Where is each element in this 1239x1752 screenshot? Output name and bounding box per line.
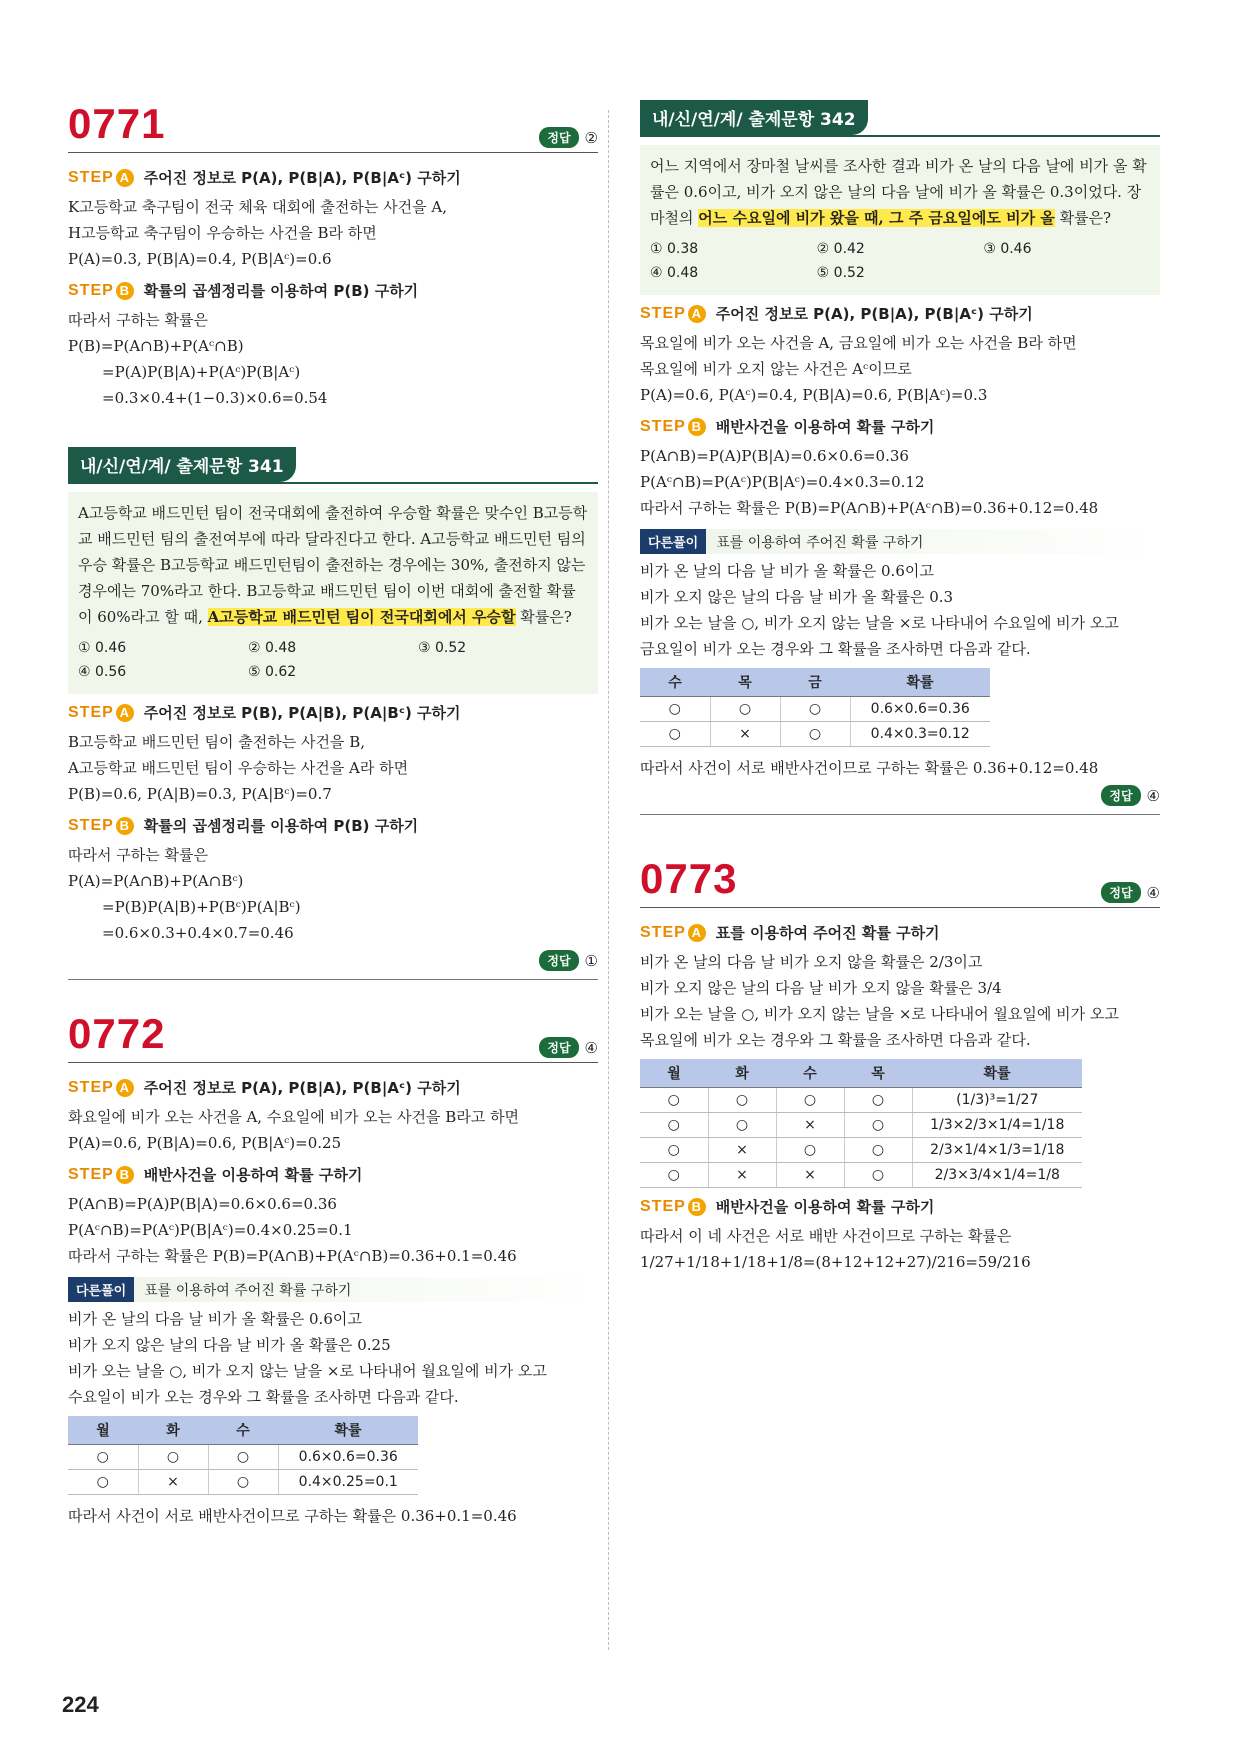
text-line: 화요일에 비가 오는 사건을 A, 수요일에 비가 오는 사건을 B라고 하면 [68, 1108, 520, 1126]
answer-value: ④ [1146, 786, 1160, 805]
text-line: 따라서 구하는 확률은 [68, 846, 208, 864]
answer: 정답 ④ [539, 1037, 598, 1058]
text-line: =P(A)P(B|A)+P(Aᶜ)P(B|Aᶜ) [102, 363, 301, 381]
table-row: ○ ○ ○ ○ (1/3)³=1/27 [640, 1088, 1082, 1113]
text-line: B고등학교 배드민턴 팀이 출전하는 사건을 B, [68, 733, 365, 751]
probability-table: 월 화 수 목 확률 ○ ○ ○ ○ (1/3)³=1/27 ○ ○ × ○ 1/3×2/3×1/4=1/18 ○ × ○ ○ 2/3×1/4×1/3=1/18 ○ × × ○ 2/3×3/4×1/4=1/8 [640, 1059, 1082, 1188]
text-line: 수요일이 비가 오는 경우와 그 확률을 조사하면 다음과 같다. [68, 1388, 459, 1406]
naeshin-label: 내/신/연/계/ 출제문항 342 [640, 100, 868, 135]
question-text: A고등학교 배드민턴 팀이 전국대회에 출전하여 우승할 확률은 맞수인 B고등학교 배드민턴 팀의 출전여부에 따라 달라진다고 한다. A고등학교 배드민턴 팀의 우승 확률은 B고등학교 배드민턴팀이 출전하는 경우에는 30%, 출전하지 않는 경우에는 70%라고 한다. B고등학교 배드민턴 팀이 이번 대회에 출전할 확률이 60%라고 할 때, A고등학교 배드민턴 팀이 전국대회에서 우승할 확률은? [78, 504, 588, 626]
answer: 정답 ④ [1101, 785, 1160, 806]
text-line: 목요일에 비가 오는 경우와 그 확률을 조사하면 다음과 같다. [640, 1031, 1031, 1049]
alt-badge: 다른풀이 [68, 1277, 134, 1302]
text-line: 비가 오는 날을 ○, 비가 오지 않는 날을 ×로 나타내어 월요일에 비가 오고 [68, 1362, 547, 1380]
table-row: ○ × ○ 0.4×0.3=0.12 [640, 722, 990, 747]
step-title: 표를 이용하여 주어진 확률 구하기 [715, 924, 940, 942]
table-row: ○ ○ ○ 0.6×0.6=0.36 [68, 1445, 418, 1470]
problem-number: 0773 [640, 855, 738, 902]
problem-0773 [640, 855, 1160, 1275]
problem-header [68, 100, 598, 153]
choice: ① 0.38 [650, 241, 699, 257]
choices [650, 237, 1150, 285]
text-line: =0.6×0.3+0.4×0.7=0.46 [102, 924, 294, 942]
text-line: 비가 온 날의 다음 날 비가 오지 않을 확률은 2/3이고 [640, 953, 983, 971]
answer-value: ④ [584, 1038, 598, 1057]
text-line: =0.3×0.4+(1−0.3)×0.6=0.54 [102, 389, 328, 407]
text-line: P(A∩B)=P(A)P(B|A)=0.6×0.6=0.36 [68, 1195, 337, 1213]
problem-0771 [68, 100, 598, 411]
choice: ① 0.46 [78, 640, 127, 656]
text-line: 비가 온 날의 다음 날 비가 올 확률은 0.6이고 [640, 562, 934, 580]
text-line: 따라서 이 네 사건은 서로 배반 사건이므로 구하는 확률은 [640, 1227, 1012, 1245]
step-title: 확률의 곱셈정리를 이용하여 P(B) 구하기 [143, 282, 419, 300]
problem-number: 0772 [68, 1010, 166, 1057]
choice: ② 0.48 [248, 640, 297, 656]
problem-0772 [68, 1010, 598, 1529]
choice: ② 0.42 [816, 241, 865, 257]
choice: ④ 0.56 [78, 664, 127, 680]
text-line: P(A)=P(A∩B)+P(A∩Bᶜ) [68, 872, 244, 890]
answer [539, 127, 598, 148]
text-line: 비가 오는 날을 ○, 비가 오지 않는 날을 ×로 나타내어 수요일에 비가 오고 [640, 614, 1119, 632]
conclusion: 따라서 사건이 서로 배반사건이므로 구하는 확률은 0.36+0.1=0.46 [68, 1507, 517, 1525]
step-a: STEP A 표를 이용하여 주어진 확률 구하기 [640, 923, 940, 942]
choice: ③ 0.46 [983, 241, 1032, 257]
answer-value: ② [584, 128, 598, 147]
alt-title: 표를 이용하여 주어진 확률 구하기 [144, 1282, 352, 1299]
choice: ④ 0.48 [650, 265, 699, 281]
text-line: 1/27+1/18+1/18+1/8=(8+12+12+27)/216=59/216 [640, 1253, 1031, 1271]
alt-solution [68, 1277, 598, 1302]
problem-number: 0771 [68, 100, 166, 147]
alt-title: 표를 이용하여 주어진 확률 구하기 [716, 534, 924, 551]
step-title: 배반사건을 이용하여 확률 구하기 [715, 1198, 935, 1216]
question-highlight: 어느 수요일에 비가 왔을 때, 그 주 금요일에도 비가 올 [698, 209, 1055, 227]
page-number: 224 [62, 1692, 99, 1717]
answer-value: ④ [1146, 883, 1160, 902]
text-line: 금요일이 비가 오는 경우와 그 확률을 조사하면 다음과 같다. [640, 640, 1031, 658]
text-line: P(A)=0.3, P(B|A)=0.4, P(B|Aᶜ)=0.6 [68, 250, 332, 268]
text-line: P(A∩B)=P(A)P(B|A)=0.6×0.6=0.36 [640, 447, 909, 465]
probability-table: 수 목 금 확률 ○ ○ ○ 0.6×0.6=0.36 ○ × ○ 0.4×0.3=0.12 [640, 668, 990, 747]
text-line: P(A)=0.6, P(Aᶜ)=0.4, P(B|A)=0.6, P(B|Aᶜ)=0.3 [640, 386, 988, 404]
choice: ⑤ 0.62 [248, 664, 297, 680]
answer: 정답 ① [539, 950, 598, 971]
text-line: 비가 오지 않은 날의 다음 날 비가 올 확률은 0.3 [640, 588, 954, 606]
text-line: 따라서 구하는 확률은 [68, 311, 208, 329]
text-line: K고등학교 축구팀이 전국 체육 대회에 출전하는 사건을 A, [68, 198, 447, 216]
step-b: STEP B 배반사건을 이용하여 확률 구하기 [640, 1197, 935, 1216]
step-a: STEP A 주어진 정보로 P(A), P(B|A), P(B|Aᶜ) 구하기 [68, 168, 461, 187]
step-b: STEP B 배반사건을 이용하여 확률 구하기 [68, 1165, 363, 1184]
table-row: ○ ○ ○ 0.6×0.6=0.36 [640, 697, 990, 722]
naeshin-341 [68, 447, 598, 980]
step-title: 주어진 정보로 P(A), P(B|A), P(B|Aᶜ) 구하기 [143, 1079, 461, 1097]
step-title: 주어진 정보로 P(A), P(B|A), P(B|Aᶜ) 구하기 [143, 169, 461, 187]
conclusion: 따라서 사건이 서로 배반사건이므로 구하는 확률은 0.36+0.12=0.48 [640, 759, 1099, 777]
table-row: ○ × ○ 0.4×0.25=0.1 [68, 1470, 418, 1495]
step-b: STEP B 확률의 곱셈정리를 이용하여 P(B) 구하기 [68, 281, 419, 300]
text-line: P(B)=P(A∩B)+P(Aᶜ∩B) [68, 337, 244, 355]
step-a: STEP A 주어진 정보로 P(A), P(B|A), P(B|Aᶜ) 구하기 [68, 1078, 461, 1097]
table-row: ○ × × ○ 2/3×3/4×1/4=1/8 [640, 1163, 1082, 1188]
text-line: P(B)=0.6, P(A|B)=0.3, P(A|Bᶜ)=0.7 [68, 785, 332, 803]
problem-header [640, 855, 1160, 908]
left-column [68, 100, 598, 1529]
text-line: 비가 오지 않은 날의 다음 날 비가 올 확률은 0.25 [68, 1336, 391, 1354]
text-line: 비가 오는 날을 ○, 비가 오지 않는 날을 ×로 나타내어 월요일에 비가 오고 [640, 1005, 1119, 1023]
choices [78, 636, 588, 684]
step-a: STEP A 주어진 정보로 P(B), P(A|B), P(A|Bᶜ) 구하기 [68, 703, 461, 722]
answer-value: ① [584, 951, 598, 970]
probability-table: 월 화 수 확률 ○ ○ ○ 0.6×0.6=0.36 ○ × ○ 0.4×0.25=0.1 [68, 1416, 418, 1495]
question-highlight: A고등학교 배드민턴 팀이 전국대회에서 우승할 [207, 608, 516, 626]
step-title: 배반사건을 이용하여 확률 구하기 [143, 1166, 363, 1184]
right-column [640, 100, 1160, 1275]
step-title: 확률의 곱셈정리를 이용하여 P(B) 구하기 [143, 817, 419, 835]
step-a: STEP A 주어진 정보로 P(A), P(B|A), P(B|Aᶜ) 구하기 [640, 304, 1033, 323]
text-line: 비가 온 날의 다음 날 비가 올 확률은 0.6이고 [68, 1310, 362, 1328]
text-line: P(Aᶜ∩B)=P(Aᶜ)P(B|Aᶜ)=0.4×0.25=0.1 [68, 1221, 353, 1239]
step-b: STEP B 확률의 곱셈정리를 이용하여 P(B) 구하기 [68, 816, 419, 835]
text-line: H고등학교 축구팀이 우승하는 사건을 B라 하면 [68, 224, 377, 242]
step-b: STEP B 배반사건을 이용하여 확률 구하기 [640, 417, 935, 436]
choice: ③ 0.52 [418, 640, 467, 656]
step-title: 배반사건을 이용하여 확률 구하기 [715, 418, 935, 436]
choice: ⑤ 0.52 [816, 265, 865, 281]
step-title: 주어진 정보로 P(A), P(B|A), P(B|Aᶜ) 구하기 [715, 305, 1033, 323]
text-line: 비가 오지 않은 날의 다음 날 비가 오지 않을 확률은 3/4 [640, 979, 1002, 997]
alt-badge: 다른풀이 [640, 529, 706, 554]
table-row: ○ × ○ ○ 2/3×1/4×1/3=1/18 [640, 1138, 1082, 1163]
naeshin-label: 내/신/연/계/ 출제문항 341 [68, 447, 296, 482]
step-title: 주어진 정보로 P(B), P(A|B), P(A|Bᶜ) 구하기 [143, 704, 461, 722]
text-line: 따라서 구하는 확률은 P(B)=P(A∩B)+P(Aᶜ∩B)=0.36+0.1=0.46 [68, 1247, 517, 1265]
text-line: P(A)=0.6, P(B|A)=0.6, P(B|Aᶜ)=0.25 [68, 1134, 342, 1152]
text-line: 따라서 구하는 확률은 P(B)=P(A∩B)+P(Aᶜ∩B)=0.36+0.12=0.48 [640, 499, 1099, 517]
text-line: =P(B)P(A|B)+P(Bᶜ)P(A|Bᶜ) [102, 898, 301, 916]
answer: 정답 ④ [1101, 882, 1160, 903]
question-text: 어느 지역에서 장마철 날씨를 조사한 결과 비가 온 날의 다음 날에 비가 올 확률은 0.6이고, 비가 오지 않은 날의 다음 날에 비가 올 확률은 0.3이었다. 장마철의 어느 수요일에 비가 왔을 때, 그 주 금요일에도 비가 올 확률은? [650, 157, 1147, 227]
problem-header [68, 1010, 598, 1063]
naeshin-342 [640, 100, 1160, 815]
answer-badge: 정답 [539, 127, 578, 148]
text-line: P(Aᶜ∩B)=P(Aᶜ)P(B|Aᶜ)=0.4×0.3=0.12 [640, 473, 925, 491]
text-line: A고등학교 배드민턴 팀이 우승하는 사건을 A라 하면 [68, 759, 409, 777]
alt-solution [640, 529, 1160, 554]
table-row: ○ ○ × ○ 1/3×2/3×1/4=1/18 [640, 1113, 1082, 1138]
column-divider [608, 110, 609, 1650]
text-line: 목요일에 비가 오지 않는 사건은 Aᶜ이므로 [640, 360, 912, 378]
text-line: 목요일에 비가 오는 사건을 A, 금요일에 비가 오는 사건을 B라 하면 [640, 334, 1077, 352]
